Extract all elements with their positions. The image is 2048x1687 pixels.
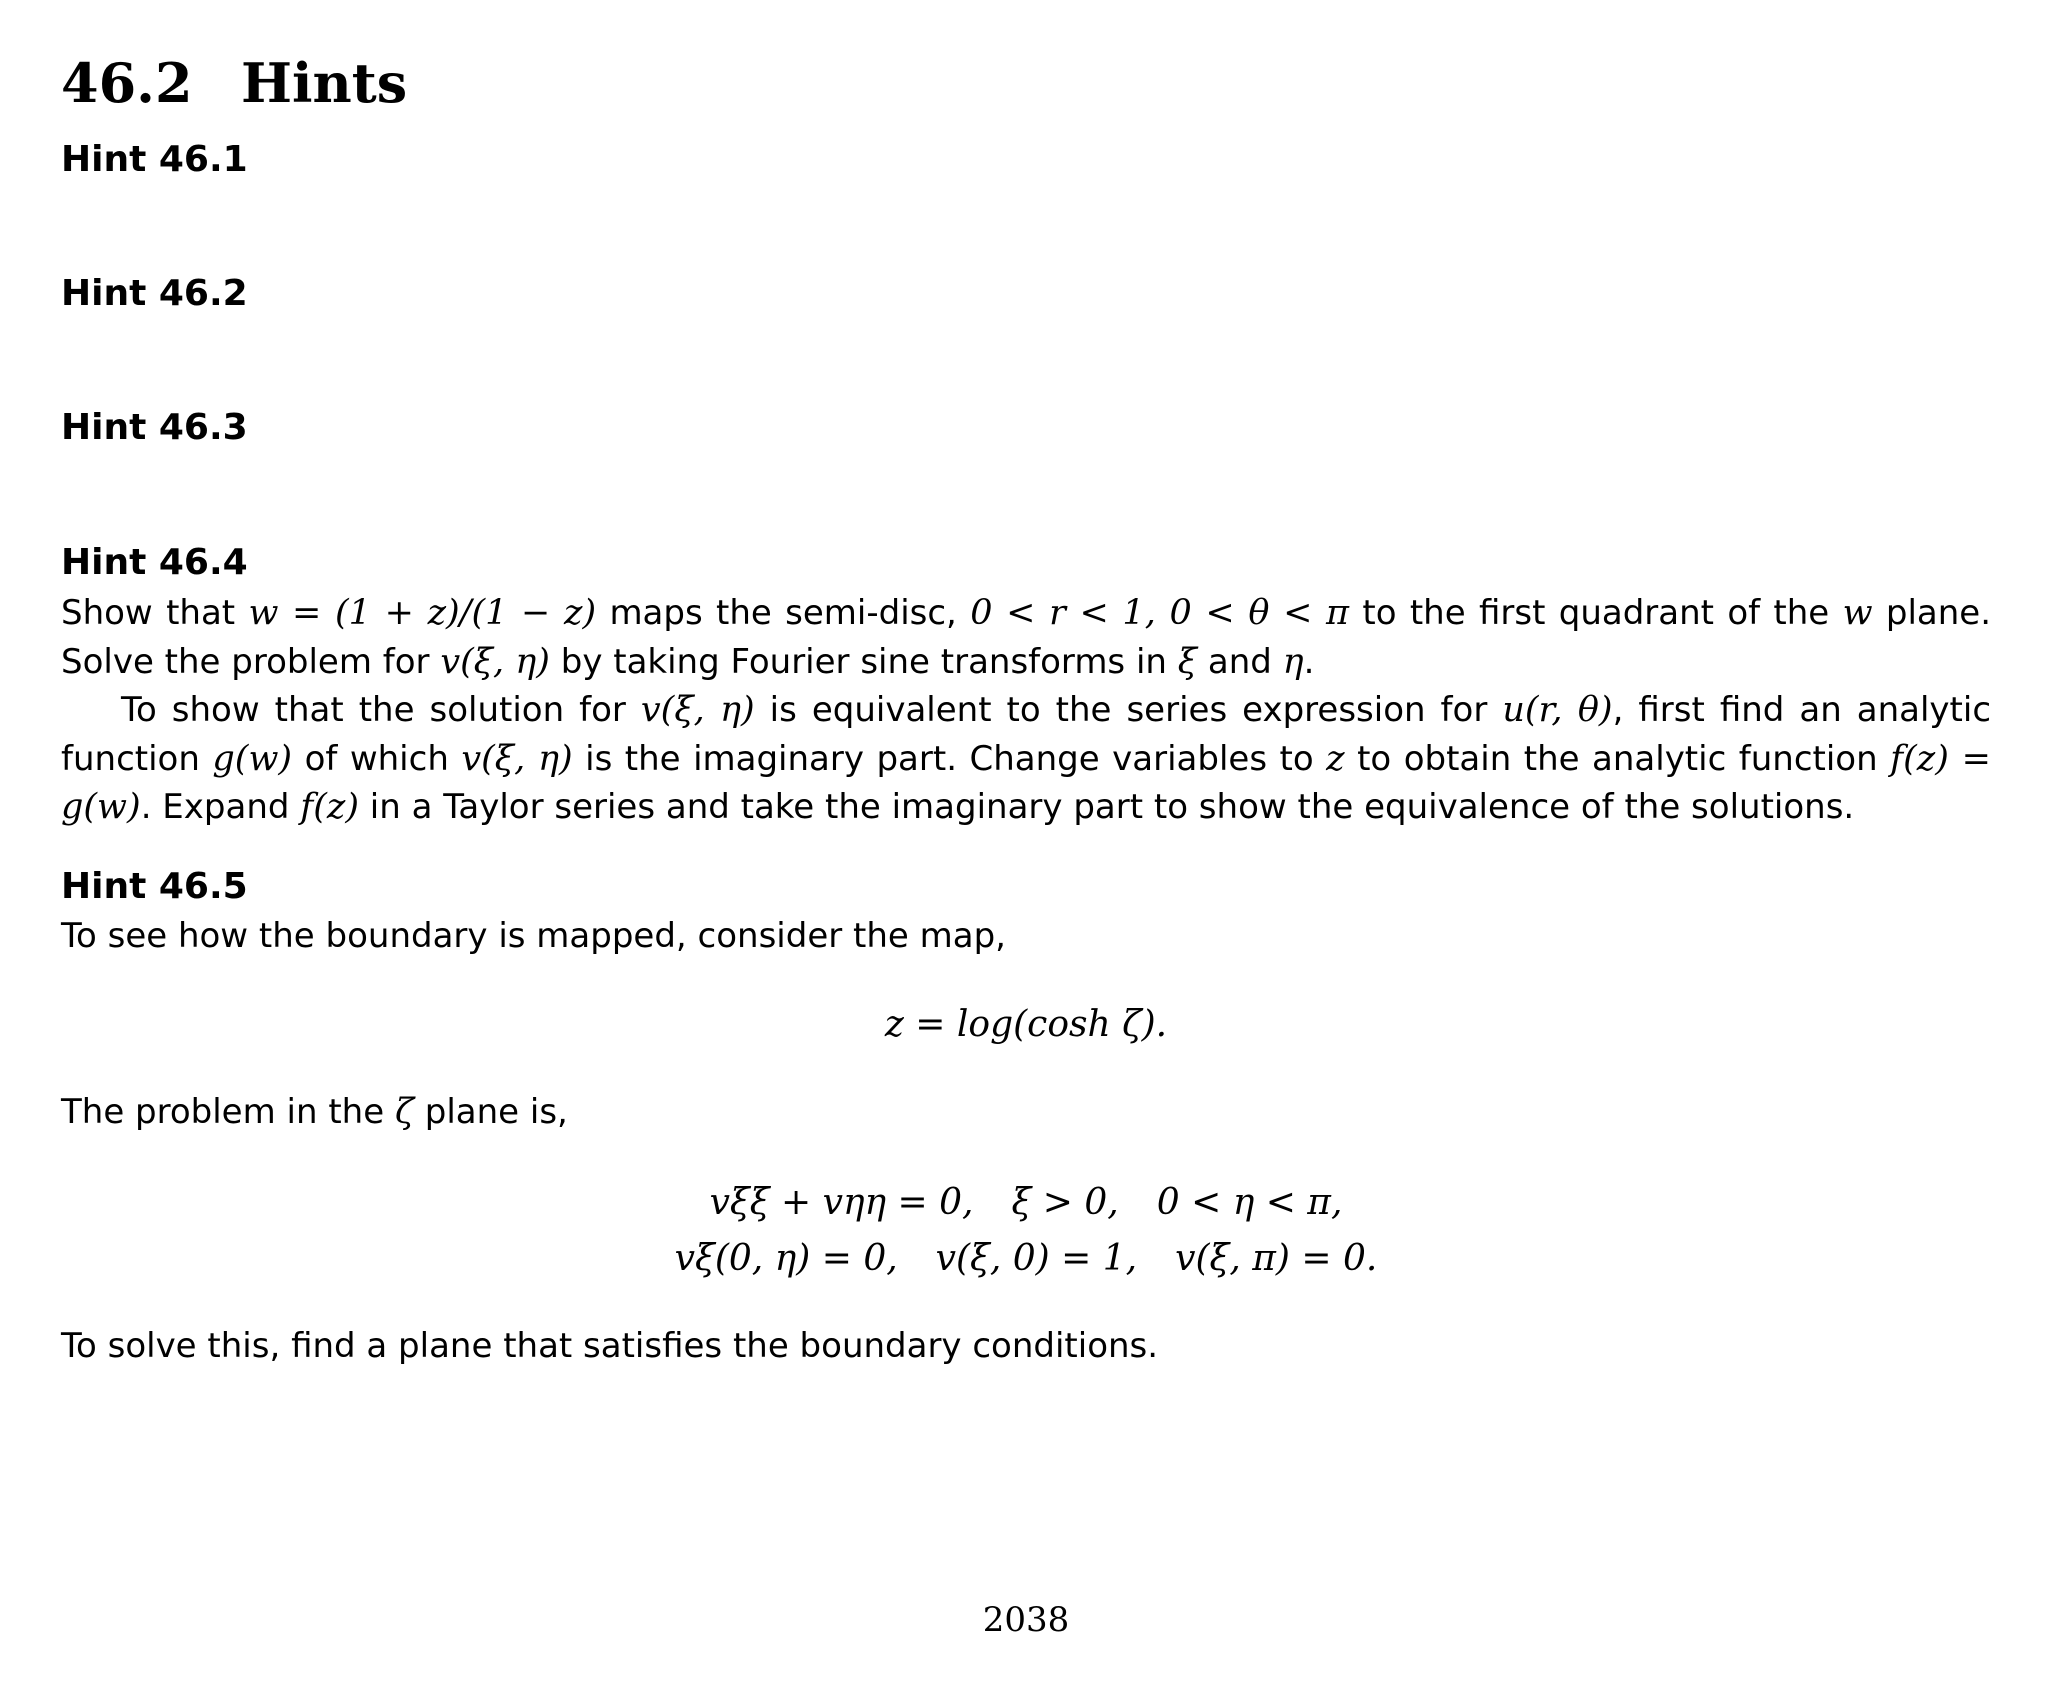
- page-number: 2038: [982, 1600, 1070, 1640]
- section-number: 46.2: [61, 51, 193, 115]
- text-run: and: [1197, 641, 1283, 682]
- text-run: Show that: [61, 593, 249, 633]
- display-equation-boundary-conditions: [61, 1233, 1991, 1285]
- section-title-text: Hints: [241, 51, 408, 115]
- text-run: . Expand: [140, 787, 301, 827]
- math-xi: ξ: [1177, 641, 1198, 682]
- equation-part: ξ > 0,: [1011, 1182, 1119, 1223]
- text-run: to the first quadrant of the: [1349, 593, 1843, 633]
- math-u-r-theta: u(r, θ): [1502, 690, 1613, 730]
- hint-title-5: Hint 46.5: [61, 866, 248, 907]
- hint-title-4: Hint 46.4: [61, 542, 248, 583]
- math-w: w: [1842, 593, 1873, 633]
- math-eta: η: [1282, 641, 1304, 682]
- equation-part: vξξ + vηη = 0,: [709, 1182, 974, 1223]
- text-run: in a Taylor series and take the imaginary part to show the equivalence of the solutions.: [358, 787, 1855, 827]
- equation-part: v(ξ, 0) = 1,: [935, 1238, 1138, 1279]
- math-f-z: f(z): [300, 787, 359, 827]
- text-run: to obtain the analytic function: [1344, 738, 1891, 779]
- math-z: z: [1326, 738, 1345, 779]
- display-equation-map: z = log(cosh ζ).: [884, 1004, 1168, 1045]
- hint-5-intro: To see how the boundary is mapped, consider the map,: [61, 916, 1006, 956]
- equation-part: vξ(0, η) = 0,: [674, 1238, 898, 1279]
- math-v-xi-eta: v(ξ, η): [440, 641, 550, 682]
- hint-5-conclusion: To solve this, find a plane that satisfies the boundary conditions.: [61, 1326, 1159, 1366]
- text-run: is equivalent to the series expression for: [754, 690, 1503, 730]
- math-zeta: ζ: [394, 1092, 414, 1132]
- text-run: , first find an analytic function: [61, 690, 1992, 779]
- math-v-xi-eta: v(ξ, η): [640, 690, 755, 730]
- math-g-w: g(w): [212, 738, 293, 779]
- equation-part: v(ξ, π) = 0.: [1175, 1238, 1378, 1279]
- text-run: maps the semi-disc,: [596, 593, 971, 633]
- section-heading: [61, 48, 407, 118]
- hint-title-2: Hint 46.2: [61, 273, 248, 314]
- text-run: plane is,: [413, 1092, 568, 1132]
- hint-title-1: Hint 46.1: [61, 139, 248, 180]
- text-run: is the imaginary part. Change variables to: [572, 738, 1327, 779]
- hint-4-paragraph-1: [61, 589, 1991, 686]
- text-run: by taking Fourier sine transforms in: [549, 641, 1178, 682]
- math-v-xi-eta: v(ξ, η): [461, 738, 573, 779]
- math-f-equals-g: f(z) = g(w): [61, 738, 1991, 827]
- math-semi-disc: 0 < r < 1, 0 < θ < π: [970, 593, 1350, 633]
- hint-4-paragraph-2: [61, 686, 1991, 832]
- text-run: The problem in the: [61, 1092, 395, 1132]
- hint-5-problem-statement: [61, 1088, 1991, 1137]
- display-equation-pde: [61, 1177, 1991, 1229]
- text-run: To show that the solution for: [121, 690, 641, 730]
- text-run: of which: [292, 738, 462, 779]
- hint-title-3: Hint 46.3: [61, 407, 248, 448]
- equation-part: 0 < η < π,: [1156, 1182, 1343, 1223]
- text-run: plane. Solve the problem for: [61, 593, 1991, 682]
- math-mobius-map: w = (1 + z)/(1 − z): [248, 593, 597, 633]
- document-page: [61, 0, 1991, 1687]
- text-run: .: [1303, 641, 1315, 682]
